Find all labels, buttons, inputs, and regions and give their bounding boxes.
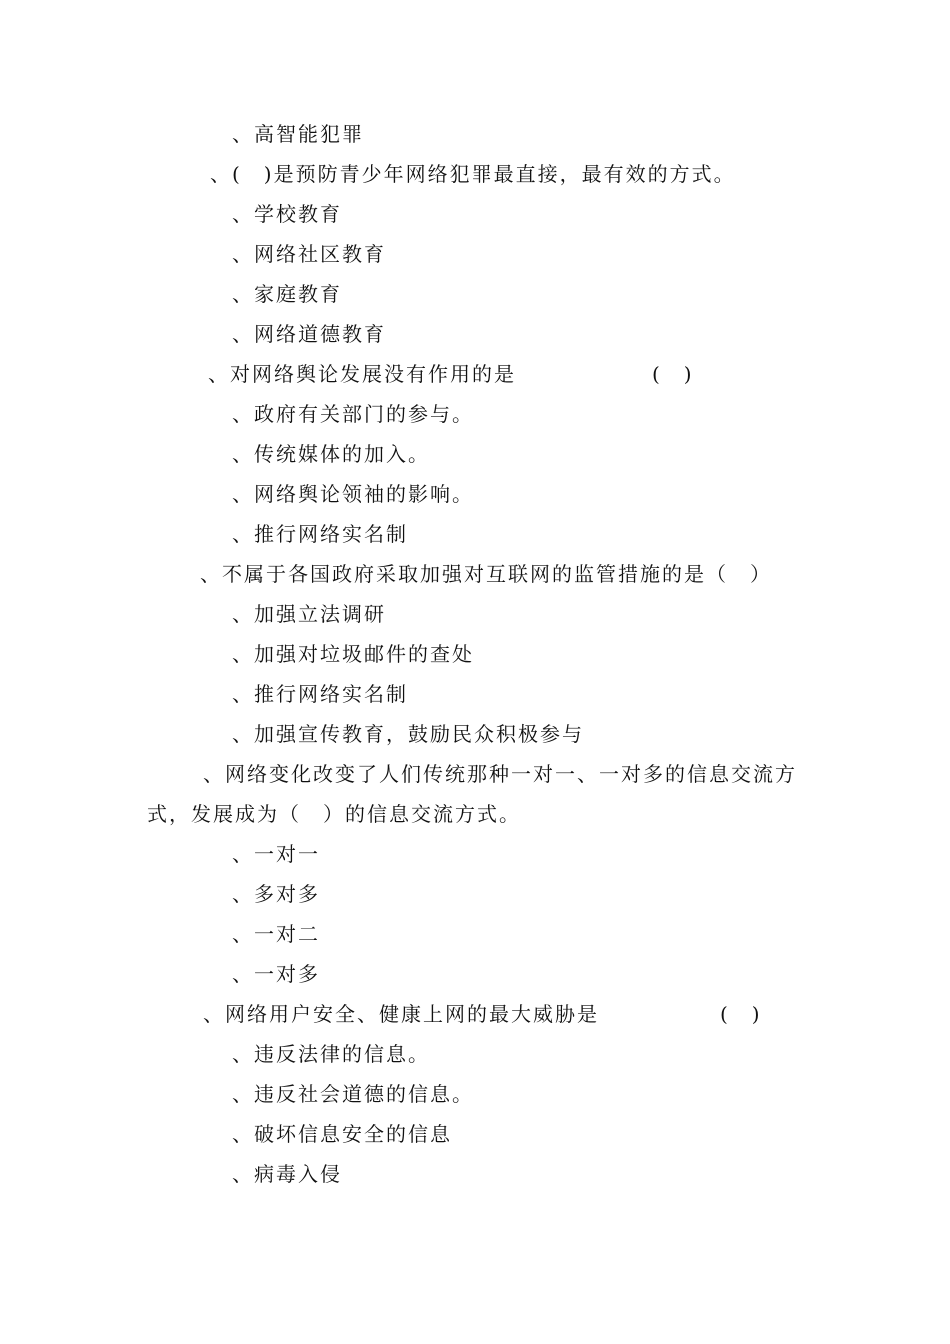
option-line: 、家庭教育 <box>232 282 342 306</box>
option-line: 、学校教育 <box>232 202 342 226</box>
question-continuation: 式，发展成为（ ）的信息交流方式。 <box>147 802 521 826</box>
answer-blank: ( ) <box>720 1002 762 1026</box>
option-line: 、一对二 <box>232 922 320 946</box>
option-line: 、加强对垃圾邮件的查处 <box>232 642 474 666</box>
option-line: 、政府有关部门的参与。 <box>232 402 474 426</box>
option-line: 、传统媒体的加入。 <box>232 442 430 466</box>
question-line: 、对网络舆论发展没有作用的是 <box>208 362 516 386</box>
option-line: 、病毒入侵 <box>232 1162 342 1186</box>
option-line: 、一对多 <box>232 962 320 986</box>
option-line: 、违反社会道德的信息。 <box>232 1082 474 1106</box>
answer-blank: ( ) <box>652 362 694 386</box>
option-line: 、推行网络实名制 <box>232 522 408 546</box>
option-line: 、多对多 <box>232 882 320 906</box>
question-line: 、不属于各国政府采取加强对互联网的监管措施的是（ ） <box>200 562 772 586</box>
option-line: 、网络道德教育 <box>232 322 386 346</box>
question-line: 、( )是预防青少年网络犯罪最直接，最有效的方式。 <box>210 162 736 186</box>
option-line: 、违反法律的信息。 <box>232 1042 430 1066</box>
option-line: 、破坏信息安全的信息 <box>232 1122 452 1146</box>
option-line: 、网络社区教育 <box>232 242 386 266</box>
option-line: 、推行网络实名制 <box>232 682 408 706</box>
option-line: 、网络舆论领袖的影响。 <box>232 482 474 506</box>
question-line: 、网络变化改变了人们传统那种一对一、一对多的信息交流方 <box>203 762 797 786</box>
question-line: 、网络用户安全、健康上网的最大威胁是 <box>203 1002 599 1026</box>
option-line: 、高智能犯罪 <box>232 122 364 146</box>
option-line: 、加强宣传教育，鼓励民众积极参与 <box>232 722 584 746</box>
option-line: 、一对一 <box>232 842 320 866</box>
option-line: 、加强立法调研 <box>232 602 386 626</box>
